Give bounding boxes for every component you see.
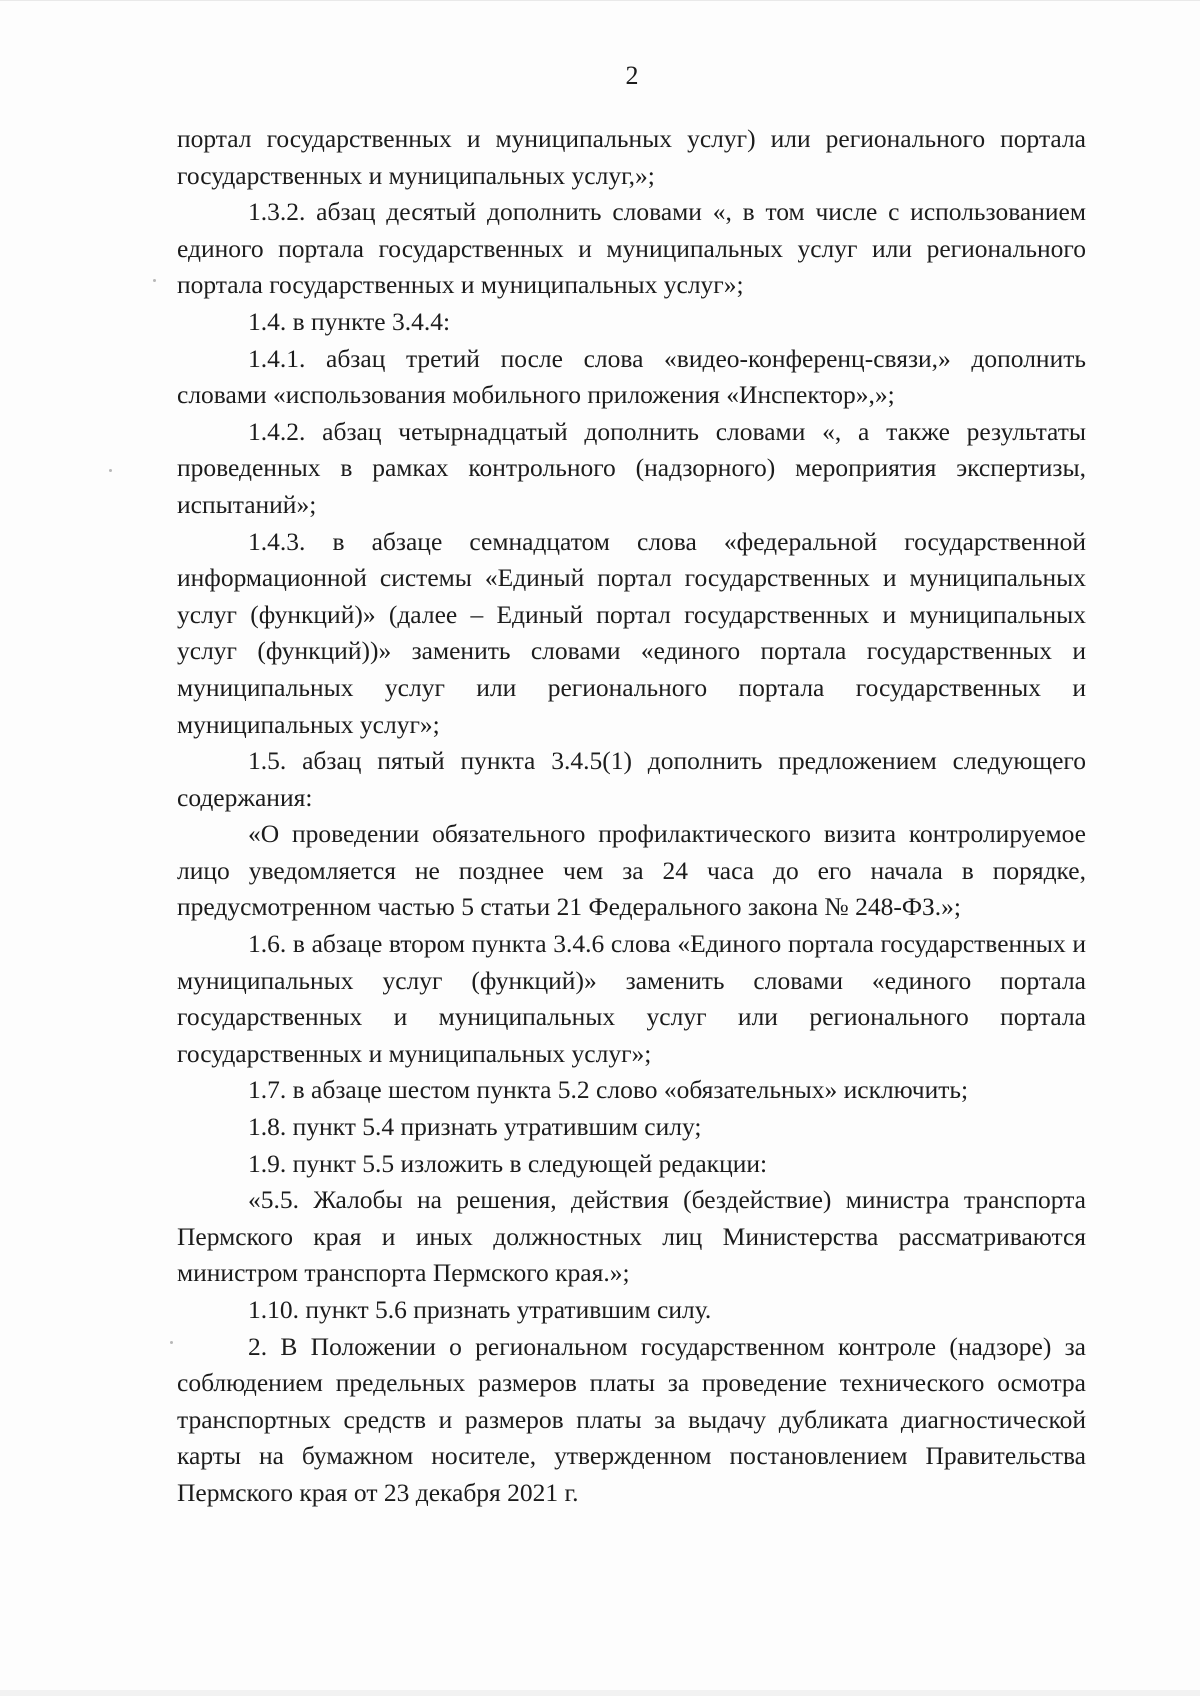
scan-speck xyxy=(153,279,156,282)
paragraph: 1.6. в абзаце втором пункта 3.4.6 слова «Единого портала государственных и муниципальных услуг (функций)» заменить словами «единого портала государственных и муниципальных услуг или регионального портала государственных и муниципальных услуг»; xyxy=(177,929,1086,1068)
paragraph: 1.5. абзац пятый пункта 3.4.5(1) дополнить предложением следующего содержания: xyxy=(177,746,1086,812)
scan-speck xyxy=(170,1341,173,1344)
scan-speck xyxy=(109,469,112,472)
paragraph: 2. В Положении о региональном государственном контроле (надзоре) за соблюдением предельных размеров платы за проведение технического осмотра транспортных средств и размеров платы за выдачу дубликата диагностической карты на бумажном носителе, утвержденном постановлением Правительства Пермского края от 23 декабря 2021 г. xyxy=(177,1331,1086,1507)
paragraph: 1.4.3. в абзаце семнадцатом слова «федеральной государственной информационной системы «Единый портал государственных и муниципальных услуг (функций)» (далее – Единый портал государственных и муниципальных услуг (функций))» заменить словами «единого портала государственных и муниципальных услуг или регионального портала государственных и муниципальных услуг»; xyxy=(177,526,1086,739)
page-number: 2 xyxy=(625,61,639,90)
paragraph: «О проведении обязательного профилактического визита контролируемое лицо уведомляется не позднее чем за 24 часа до его начала в порядке, предусмотренном частью 5 статьи 21 Федерального закона № 248-ФЗ.»; xyxy=(177,819,1086,922)
paragraph: 1.4. в пункте 3.4.4: xyxy=(248,306,451,336)
document-body xyxy=(177,121,1086,1512)
paragraph: 1.9. пункт 5.5 изложить в следующей редакции: xyxy=(248,1148,768,1178)
paragraph: портал государственных и муниципальных услуг) или регионального портала государственных и муниципальных услуг,»; xyxy=(177,124,1086,190)
paragraph: 1.7. в абзаце шестом пункта 5.2 слово «обязательных» исключить; xyxy=(248,1075,969,1105)
scan-edge-top xyxy=(0,0,1200,1)
paragraph: 1.3.2. абзац десятый дополнить словами «, в том числе с использованием единого портала государственных и муниципальных услуг или регионального портала государственных и муниципальных услуг»; xyxy=(177,197,1086,300)
paragraph: 1.10. пункт 5.6 признать утратившим силу. xyxy=(248,1295,712,1324)
scan-edge-bottom xyxy=(0,1690,1200,1696)
paragraph: 1.8. пункт 5.4 признать утратившим силу; xyxy=(248,1112,702,1142)
paragraph: «5.5. Жалобы на решения, действия (бездействие) министра транспорта Пермского края и иных должностных лиц Министерства рассматриваются министром транспорта Пермского края.»; xyxy=(177,1185,1086,1288)
paragraph: 1.4.1. абзац третий после слова «видео-конференц-связи,» дополнить словами «использования мобильного приложения «Инспектор»,»; xyxy=(177,343,1086,410)
paragraph: 1.4.2. абзац четырнадцатый дополнить словами «, а также результаты проведенных в рамках контрольного (надзорного) мероприятия экспертизы, испытаний»; xyxy=(177,416,1086,519)
